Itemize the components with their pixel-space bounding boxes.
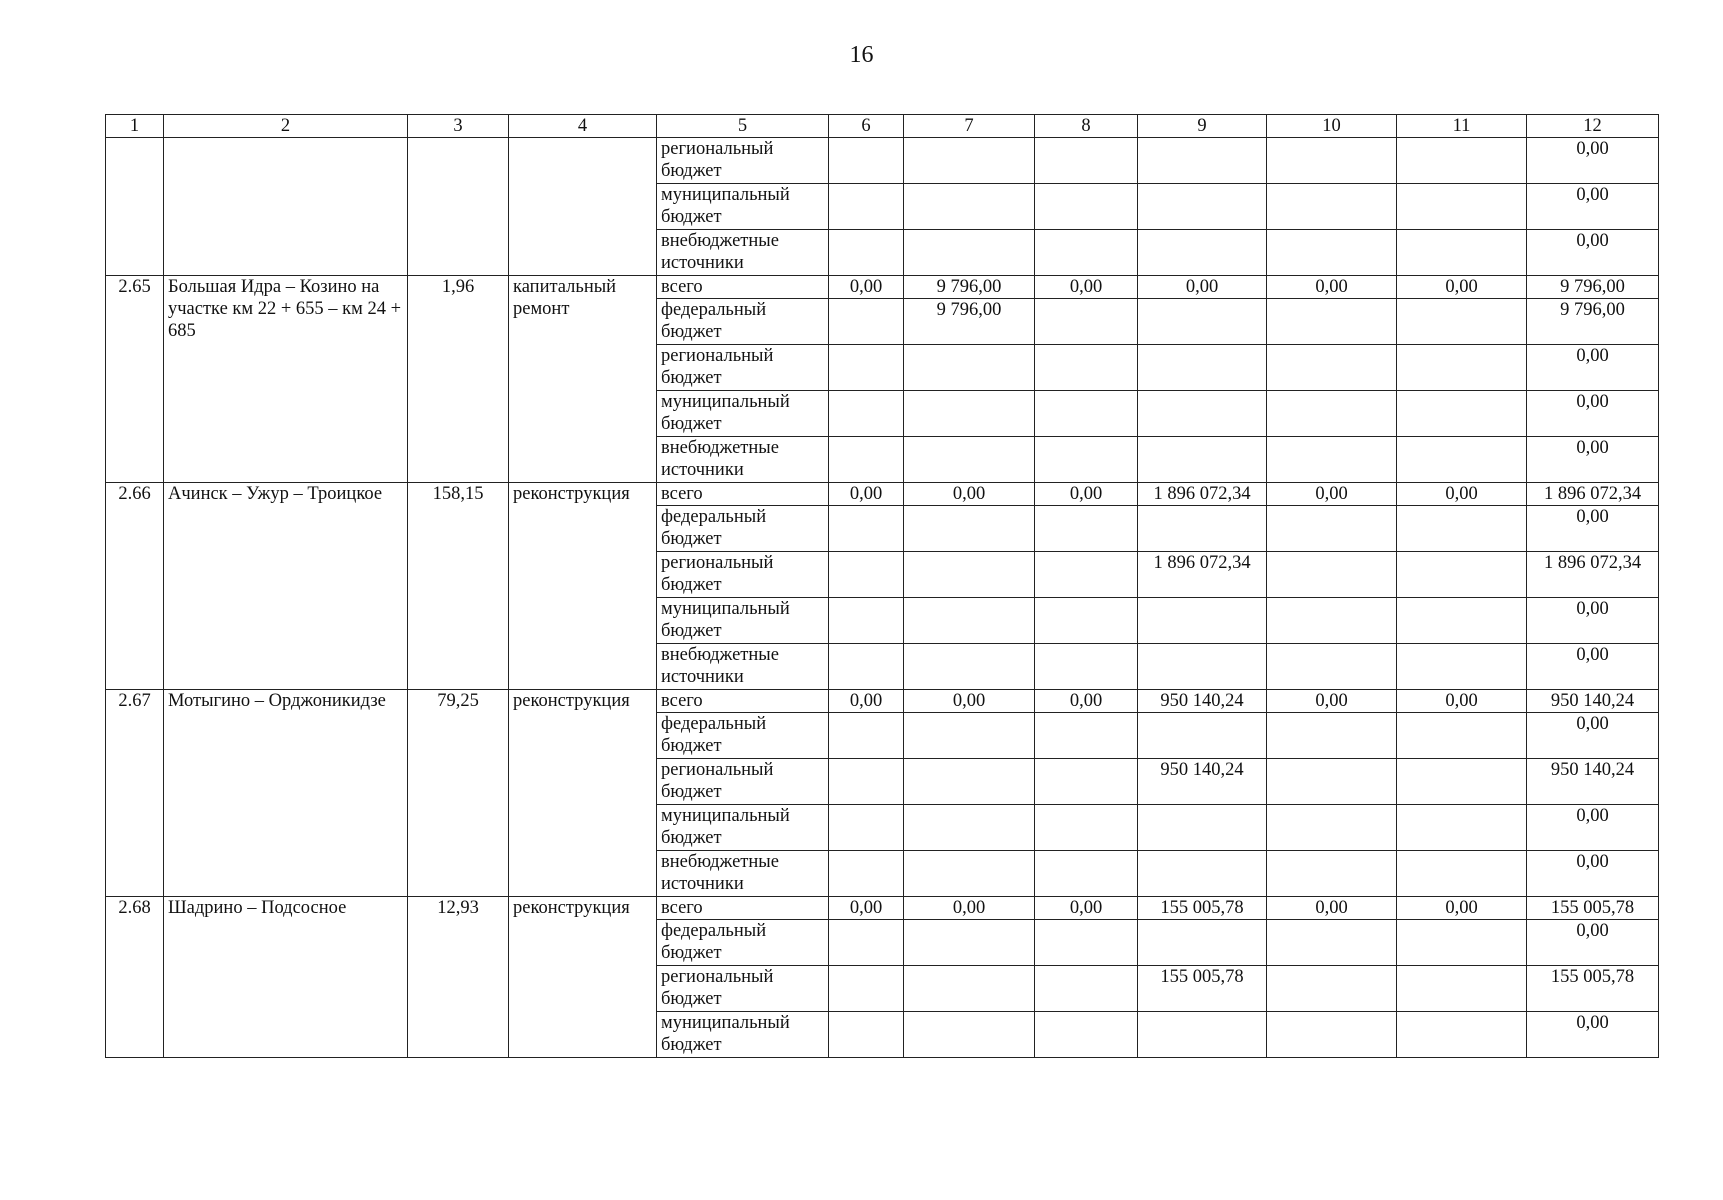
total-value: 0,00 bbox=[1527, 506, 1659, 552]
funding-source: региональный бюджет bbox=[657, 552, 829, 598]
column-header-12: 12 bbox=[1527, 115, 1659, 138]
period-value-col-6 bbox=[829, 552, 904, 598]
period-value-col-10 bbox=[1267, 345, 1397, 391]
total-value: 0,00 bbox=[1527, 184, 1659, 230]
column-header-3: 3 bbox=[408, 115, 509, 138]
period-value-col-10: 0,00 bbox=[1267, 690, 1397, 713]
period-value-col-10 bbox=[1267, 437, 1397, 483]
period-value-col-11 bbox=[1397, 851, 1527, 897]
period-value-col-10 bbox=[1267, 920, 1397, 966]
period-value-col-6 bbox=[829, 345, 904, 391]
period-value-col-6 bbox=[829, 299, 904, 345]
period-value-col-11 bbox=[1397, 230, 1527, 276]
period-value-col-6 bbox=[829, 759, 904, 805]
period-value-col-11 bbox=[1397, 759, 1527, 805]
period-value-col-7: 9 796,00 bbox=[904, 299, 1035, 345]
total-value: 0,00 bbox=[1527, 345, 1659, 391]
period-value-col-9 bbox=[1138, 1012, 1267, 1058]
period-value-col-9 bbox=[1138, 437, 1267, 483]
column-header-11: 11 bbox=[1397, 115, 1527, 138]
road-name: Мотыгино – Орджоникидзе bbox=[164, 690, 408, 897]
period-value-col-9: 0,00 bbox=[1138, 276, 1267, 299]
period-value-col-11 bbox=[1397, 345, 1527, 391]
period-value-col-11 bbox=[1397, 598, 1527, 644]
road-name: Ачинск – Ужур – Троицкое bbox=[164, 483, 408, 690]
period-value-col-10: 0,00 bbox=[1267, 483, 1397, 506]
funding-source: муниципальный бюджет bbox=[657, 184, 829, 230]
road-length: 158,15 bbox=[408, 483, 509, 690]
period-value-col-7 bbox=[904, 966, 1035, 1012]
period-value-col-9 bbox=[1138, 644, 1267, 690]
period-value-col-10 bbox=[1267, 299, 1397, 345]
funding-source: муниципальный бюджет bbox=[657, 805, 829, 851]
table-row bbox=[106, 897, 1659, 920]
period-value-col-8: 0,00 bbox=[1035, 483, 1138, 506]
funding-source: федеральный бюджет bbox=[657, 920, 829, 966]
period-value-col-8: 0,00 bbox=[1035, 897, 1138, 920]
period-value-col-7 bbox=[904, 138, 1035, 184]
column-header-5: 5 bbox=[657, 115, 829, 138]
period-value-col-7 bbox=[904, 713, 1035, 759]
period-value-col-10 bbox=[1267, 506, 1397, 552]
period-value-col-11 bbox=[1397, 138, 1527, 184]
item-number: 2.67 bbox=[106, 690, 164, 897]
period-value-col-9: 1 896 072,34 bbox=[1138, 483, 1267, 506]
item-number: 2.68 bbox=[106, 897, 164, 1058]
total-value: 950 140,24 bbox=[1527, 690, 1659, 713]
column-header-9: 9 bbox=[1138, 115, 1267, 138]
period-value-col-10 bbox=[1267, 759, 1397, 805]
period-value-col-7 bbox=[904, 1012, 1035, 1058]
column-header-10: 10 bbox=[1267, 115, 1397, 138]
period-value-col-11: 0,00 bbox=[1397, 897, 1527, 920]
period-value-col-7 bbox=[904, 184, 1035, 230]
period-value-col-11 bbox=[1397, 437, 1527, 483]
road-name: Большая Идра – Козино на участке км 22 + 655 – км 24 + 685 bbox=[164, 276, 408, 483]
funding-source: региональный бюджет bbox=[657, 759, 829, 805]
work-type: реконструкция bbox=[509, 897, 657, 1058]
period-value-col-9 bbox=[1138, 851, 1267, 897]
table-row bbox=[106, 276, 1659, 299]
period-value-col-9 bbox=[1138, 506, 1267, 552]
period-value-col-8 bbox=[1035, 966, 1138, 1012]
funding-source: внебюджетные источники bbox=[657, 437, 829, 483]
total-value: 0,00 bbox=[1527, 1012, 1659, 1058]
period-value-col-10 bbox=[1267, 138, 1397, 184]
period-value-col-7 bbox=[904, 345, 1035, 391]
budget-table bbox=[105, 114, 1659, 1058]
period-value-col-11 bbox=[1397, 552, 1527, 598]
road-length: 79,25 bbox=[408, 690, 509, 897]
period-value-col-9 bbox=[1138, 299, 1267, 345]
total-value: 1 896 072,34 bbox=[1527, 483, 1659, 506]
column-header-7: 7 bbox=[904, 115, 1035, 138]
period-value-col-10 bbox=[1267, 1012, 1397, 1058]
item-number: 2.66 bbox=[106, 483, 164, 690]
period-value-col-11 bbox=[1397, 644, 1527, 690]
period-value-col-10 bbox=[1267, 851, 1397, 897]
period-value-col-8 bbox=[1035, 644, 1138, 690]
funding-source: федеральный бюджет bbox=[657, 713, 829, 759]
period-value-col-6: 0,00 bbox=[829, 897, 904, 920]
period-value-col-6 bbox=[829, 1012, 904, 1058]
period-value-col-9 bbox=[1138, 713, 1267, 759]
column-header-1: 1 bbox=[106, 115, 164, 138]
period-value-col-10 bbox=[1267, 713, 1397, 759]
item-number bbox=[106, 138, 164, 276]
period-value-col-10 bbox=[1267, 552, 1397, 598]
period-value-col-6 bbox=[829, 506, 904, 552]
total-value: 155 005,78 bbox=[1527, 966, 1659, 1012]
funding-source: всего bbox=[657, 276, 829, 299]
period-value-col-7 bbox=[904, 437, 1035, 483]
total-value: 9 796,00 bbox=[1527, 299, 1659, 345]
period-value-col-8 bbox=[1035, 805, 1138, 851]
period-value-col-9: 950 140,24 bbox=[1138, 759, 1267, 805]
period-value-col-9: 155 005,78 bbox=[1138, 966, 1267, 1012]
total-value: 9 796,00 bbox=[1527, 276, 1659, 299]
column-header-2: 2 bbox=[164, 115, 408, 138]
work-type: реконструкция bbox=[509, 690, 657, 897]
period-value-col-10 bbox=[1267, 391, 1397, 437]
work-type bbox=[509, 138, 657, 276]
period-value-col-8: 0,00 bbox=[1035, 690, 1138, 713]
period-value-col-6 bbox=[829, 713, 904, 759]
period-value-col-9 bbox=[1138, 805, 1267, 851]
period-value-col-7: 0,00 bbox=[904, 690, 1035, 713]
period-value-col-6 bbox=[829, 138, 904, 184]
funding-source: муниципальный бюджет bbox=[657, 391, 829, 437]
funding-source: региональный бюджет bbox=[657, 966, 829, 1012]
funding-source: внебюджетные источники bbox=[657, 230, 829, 276]
period-value-col-8 bbox=[1035, 920, 1138, 966]
period-value-col-9: 950 140,24 bbox=[1138, 690, 1267, 713]
period-value-col-8 bbox=[1035, 437, 1138, 483]
period-value-col-11: 0,00 bbox=[1397, 483, 1527, 506]
period-value-col-10 bbox=[1267, 184, 1397, 230]
period-value-col-9 bbox=[1138, 598, 1267, 644]
total-value: 0,00 bbox=[1527, 598, 1659, 644]
column-number-row bbox=[106, 115, 1659, 138]
road-name bbox=[164, 138, 408, 276]
funding-source: федеральный бюджет bbox=[657, 506, 829, 552]
item-number: 2.65 bbox=[106, 276, 164, 483]
funding-source: муниципальный бюджет bbox=[657, 598, 829, 644]
period-value-col-9: 1 896 072,34 bbox=[1138, 552, 1267, 598]
period-value-col-9 bbox=[1138, 184, 1267, 230]
period-value-col-8 bbox=[1035, 230, 1138, 276]
period-value-col-8 bbox=[1035, 391, 1138, 437]
period-value-col-11 bbox=[1397, 920, 1527, 966]
period-value-col-9 bbox=[1138, 920, 1267, 966]
period-value-col-7 bbox=[904, 920, 1035, 966]
period-value-col-7: 9 796,00 bbox=[904, 276, 1035, 299]
period-value-col-6 bbox=[829, 644, 904, 690]
period-value-col-11 bbox=[1397, 391, 1527, 437]
period-value-col-7 bbox=[904, 598, 1035, 644]
period-value-col-11 bbox=[1397, 966, 1527, 1012]
period-value-col-7 bbox=[904, 851, 1035, 897]
period-value-col-10 bbox=[1267, 805, 1397, 851]
period-value-col-6 bbox=[829, 437, 904, 483]
period-value-col-11 bbox=[1397, 299, 1527, 345]
total-value: 0,00 bbox=[1527, 920, 1659, 966]
period-value-col-7: 0,00 bbox=[904, 897, 1035, 920]
period-value-col-7 bbox=[904, 391, 1035, 437]
period-value-col-7 bbox=[904, 230, 1035, 276]
total-value: 0,00 bbox=[1527, 805, 1659, 851]
funding-source: федеральный бюджет bbox=[657, 299, 829, 345]
period-value-col-10 bbox=[1267, 644, 1397, 690]
period-value-col-11 bbox=[1397, 506, 1527, 552]
period-value-col-8 bbox=[1035, 299, 1138, 345]
total-value: 1 896 072,34 bbox=[1527, 552, 1659, 598]
total-value: 155 005,78 bbox=[1527, 897, 1659, 920]
period-value-col-7 bbox=[904, 506, 1035, 552]
period-value-col-8 bbox=[1035, 713, 1138, 759]
total-value: 0,00 bbox=[1527, 644, 1659, 690]
funding-source: всего bbox=[657, 690, 829, 713]
road-length: 12,93 bbox=[408, 897, 509, 1058]
funding-source: региональный бюджет bbox=[657, 138, 829, 184]
period-value-col-11: 0,00 bbox=[1397, 276, 1527, 299]
work-type: реконструкция bbox=[509, 483, 657, 690]
period-value-col-6: 0,00 bbox=[829, 276, 904, 299]
road-length bbox=[408, 138, 509, 276]
period-value-col-6 bbox=[829, 391, 904, 437]
funding-source: муниципальный бюджет bbox=[657, 1012, 829, 1058]
period-value-col-11: 0,00 bbox=[1397, 690, 1527, 713]
table-body bbox=[106, 138, 1659, 1058]
period-value-col-6: 0,00 bbox=[829, 690, 904, 713]
period-value-col-6 bbox=[829, 805, 904, 851]
period-value-col-9 bbox=[1138, 391, 1267, 437]
period-value-col-10 bbox=[1267, 966, 1397, 1012]
period-value-col-7 bbox=[904, 759, 1035, 805]
page-number: 16 bbox=[849, 42, 874, 68]
funding-source: региональный бюджет bbox=[657, 345, 829, 391]
period-value-col-11 bbox=[1397, 184, 1527, 230]
period-value-col-7 bbox=[904, 805, 1035, 851]
total-value: 0,00 bbox=[1527, 138, 1659, 184]
funding-source: всего bbox=[657, 897, 829, 920]
period-value-col-8 bbox=[1035, 552, 1138, 598]
period-value-col-7 bbox=[904, 552, 1035, 598]
period-value-col-6 bbox=[829, 920, 904, 966]
period-value-col-7 bbox=[904, 644, 1035, 690]
period-value-col-8 bbox=[1035, 184, 1138, 230]
period-value-col-11 bbox=[1397, 805, 1527, 851]
period-value-col-6 bbox=[829, 966, 904, 1012]
table-row bbox=[106, 138, 1659, 184]
period-value-col-10: 0,00 bbox=[1267, 276, 1397, 299]
period-value-col-8 bbox=[1035, 598, 1138, 644]
total-value: 0,00 bbox=[1527, 851, 1659, 897]
period-value-col-10 bbox=[1267, 598, 1397, 644]
period-value-col-9 bbox=[1138, 230, 1267, 276]
column-header-6: 6 bbox=[829, 115, 904, 138]
table-row bbox=[106, 690, 1659, 713]
period-value-col-6 bbox=[829, 851, 904, 897]
funding-source: всего bbox=[657, 483, 829, 506]
funding-source: внебюджетные источники bbox=[657, 851, 829, 897]
period-value-col-7: 0,00 bbox=[904, 483, 1035, 506]
period-value-col-10: 0,00 bbox=[1267, 897, 1397, 920]
total-value: 0,00 bbox=[1527, 230, 1659, 276]
period-value-col-6 bbox=[829, 230, 904, 276]
period-value-col-8 bbox=[1035, 759, 1138, 805]
period-value-col-9 bbox=[1138, 345, 1267, 391]
total-value: 0,00 bbox=[1527, 713, 1659, 759]
funding-source: внебюджетные источники bbox=[657, 644, 829, 690]
period-value-col-8 bbox=[1035, 1012, 1138, 1058]
period-value-col-11 bbox=[1397, 1012, 1527, 1058]
period-value-col-9: 155 005,78 bbox=[1138, 897, 1267, 920]
period-value-col-11 bbox=[1397, 713, 1527, 759]
period-value-col-8 bbox=[1035, 851, 1138, 897]
column-header-4: 4 bbox=[509, 115, 657, 138]
road-name: Шадрино – Подсосное bbox=[164, 897, 408, 1058]
period-value-col-8 bbox=[1035, 345, 1138, 391]
work-type: капитальный ремонт bbox=[509, 276, 657, 483]
total-value: 950 140,24 bbox=[1527, 759, 1659, 805]
period-value-col-8: 0,00 bbox=[1035, 276, 1138, 299]
total-value: 0,00 bbox=[1527, 437, 1659, 483]
table-row bbox=[106, 483, 1659, 506]
period-value-col-6 bbox=[829, 598, 904, 644]
period-value-col-9 bbox=[1138, 138, 1267, 184]
period-value-col-6: 0,00 bbox=[829, 483, 904, 506]
total-value: 0,00 bbox=[1527, 391, 1659, 437]
period-value-col-10 bbox=[1267, 230, 1397, 276]
period-value-col-6 bbox=[829, 184, 904, 230]
column-header-8: 8 bbox=[1035, 115, 1138, 138]
road-length: 1,96 bbox=[408, 276, 509, 483]
period-value-col-8 bbox=[1035, 506, 1138, 552]
period-value-col-8 bbox=[1035, 138, 1138, 184]
